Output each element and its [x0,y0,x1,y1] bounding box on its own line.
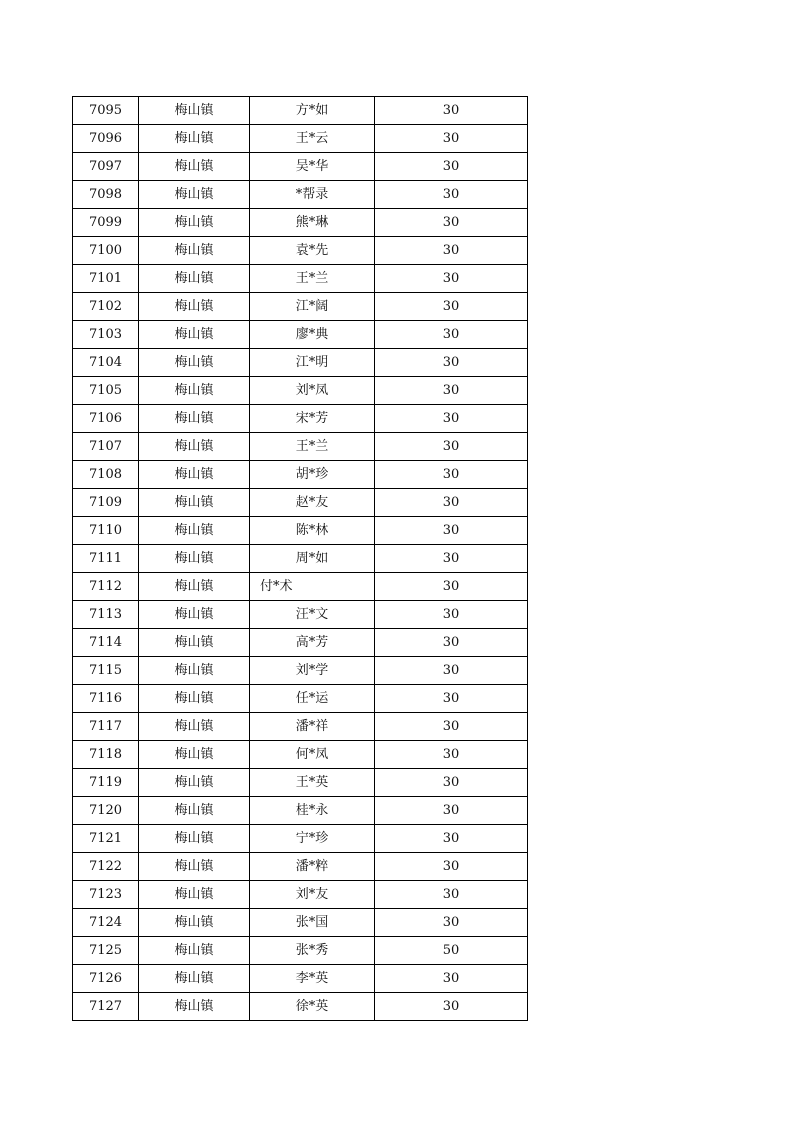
cell-town: 梅山镇 [139,209,250,237]
table-row [73,405,528,433]
cell-amount: 30 [375,657,528,685]
cell-town: 梅山镇 [139,685,250,713]
table-row [73,265,528,293]
table-row [73,573,528,601]
cell-name: 胡*珍 [250,461,375,489]
cell-amount: 30 [375,685,528,713]
cell-name: 刘*凤 [250,377,375,405]
cell-id: 7123 [73,881,139,909]
cell-town: 梅山镇 [139,377,250,405]
table-row [73,601,528,629]
cell-name: 江*明 [250,349,375,377]
table-row [73,629,528,657]
table-row [73,853,528,881]
cell-town: 梅山镇 [139,937,250,965]
cell-id: 7120 [73,797,139,825]
table-row [73,489,528,517]
cell-town: 梅山镇 [139,125,250,153]
cell-town: 梅山镇 [139,489,250,517]
cell-id: 7112 [73,573,139,601]
cell-town: 梅山镇 [139,237,250,265]
cell-town: 梅山镇 [139,629,250,657]
cell-id: 7116 [73,685,139,713]
cell-name: 王*英 [250,769,375,797]
cell-amount: 30 [375,853,528,881]
cell-name: 周*如 [250,545,375,573]
cell-town: 梅山镇 [139,461,250,489]
cell-id: 7117 [73,713,139,741]
cell-town: 梅山镇 [139,825,250,853]
table-row [73,545,528,573]
cell-amount: 30 [375,629,528,657]
table-row [73,657,528,685]
cell-amount: 30 [375,377,528,405]
cell-amount: 30 [375,713,528,741]
cell-name: 廖*典 [250,321,375,349]
cell-amount: 30 [375,545,528,573]
cell-id: 7107 [73,433,139,461]
table-row [73,797,528,825]
cell-id: 7109 [73,489,139,517]
cell-id: 7106 [73,405,139,433]
cell-id: 7100 [73,237,139,265]
cell-name: 王*兰 [250,433,375,461]
cell-id: 7127 [73,993,139,1021]
table-row [73,97,528,125]
cell-town: 梅山镇 [139,965,250,993]
cell-name: *帮录 [250,181,375,209]
cell-name: 方*如 [250,97,375,125]
table-row [73,993,528,1021]
cell-town: 梅山镇 [139,545,250,573]
table-row [73,685,528,713]
table-row [73,433,528,461]
cell-id: 7111 [73,545,139,573]
cell-amount: 30 [375,321,528,349]
table-row [73,125,528,153]
table-row [73,349,528,377]
cell-amount: 30 [375,825,528,853]
cell-town: 梅山镇 [139,657,250,685]
table-row [73,461,528,489]
cell-town: 梅山镇 [139,573,250,601]
cell-amount: 30 [375,965,528,993]
cell-amount: 30 [375,993,528,1021]
cell-name: 汪*文 [250,601,375,629]
cell-amount: 30 [375,293,528,321]
cell-name: 江*阔 [250,293,375,321]
cell-town: 梅山镇 [139,321,250,349]
table-row [73,713,528,741]
cell-amount: 30 [375,125,528,153]
cell-id: 7126 [73,965,139,993]
cell-amount: 30 [375,181,528,209]
cell-id: 7105 [73,377,139,405]
cell-id: 7097 [73,153,139,181]
table-row [73,965,528,993]
table-row [73,741,528,769]
cell-amount: 30 [375,769,528,797]
cell-id: 7113 [73,601,139,629]
cell-amount: 30 [375,881,528,909]
cell-name: 潘*粹 [250,853,375,881]
cell-amount: 50 [375,937,528,965]
table-row [73,881,528,909]
table-row [73,377,528,405]
cell-name: 陈*林 [250,517,375,545]
cell-amount: 30 [375,349,528,377]
cell-id: 7101 [73,265,139,293]
cell-id: 7099 [73,209,139,237]
table-row [73,321,528,349]
cell-town: 梅山镇 [139,741,250,769]
cell-name: 宁*珍 [250,825,375,853]
cell-name: 刘*友 [250,881,375,909]
cell-town: 梅山镇 [139,517,250,545]
cell-town: 梅山镇 [139,181,250,209]
cell-amount: 30 [375,797,528,825]
cell-amount: 30 [375,209,528,237]
cell-id: 7098 [73,181,139,209]
cell-name: 熊*琳 [250,209,375,237]
cell-amount: 30 [375,601,528,629]
table-row [73,769,528,797]
cell-name: 袁*先 [250,237,375,265]
cell-id: 7124 [73,909,139,937]
cell-amount: 30 [375,153,528,181]
table-row [73,209,528,237]
cell-amount: 30 [375,433,528,461]
cell-name: 王*云 [250,125,375,153]
cell-id: 7115 [73,657,139,685]
cell-town: 梅山镇 [139,909,250,937]
cell-name: 李*英 [250,965,375,993]
table-row [73,825,528,853]
cell-amount: 30 [375,741,528,769]
cell-name: 吴*华 [250,153,375,181]
table-row [73,937,528,965]
cell-amount: 30 [375,517,528,545]
cell-id: 7119 [73,769,139,797]
cell-name: 徐*英 [250,993,375,1021]
cell-name: 付*术 [250,573,375,601]
cell-town: 梅山镇 [139,853,250,881]
cell-town: 梅山镇 [139,713,250,741]
cell-town: 梅山镇 [139,769,250,797]
cell-id: 7108 [73,461,139,489]
cell-name: 张*国 [250,909,375,937]
cell-id: 7096 [73,125,139,153]
cell-town: 梅山镇 [139,97,250,125]
cell-id: 7118 [73,741,139,769]
cell-id: 7103 [73,321,139,349]
cell-town: 梅山镇 [139,993,250,1021]
cell-id: 7104 [73,349,139,377]
cell-name: 潘*祥 [250,713,375,741]
records-table [72,96,528,1021]
table-row [73,237,528,265]
cell-town: 梅山镇 [139,797,250,825]
cell-amount: 30 [375,237,528,265]
cell-amount: 30 [375,97,528,125]
cell-name: 赵*友 [250,489,375,517]
cell-name: 张*秀 [250,937,375,965]
table-row [73,293,528,321]
cell-town: 梅山镇 [139,349,250,377]
cell-name: 刘*学 [250,657,375,685]
table-row [73,517,528,545]
cell-town: 梅山镇 [139,433,250,461]
cell-name: 桂*永 [250,797,375,825]
cell-name: 高*芳 [250,629,375,657]
table-row [73,153,528,181]
cell-id: 7095 [73,97,139,125]
cell-town: 梅山镇 [139,405,250,433]
cell-amount: 30 [375,405,528,433]
cell-name: 王*兰 [250,265,375,293]
cell-town: 梅山镇 [139,293,250,321]
cell-town: 梅山镇 [139,265,250,293]
cell-name: 何*凤 [250,741,375,769]
cell-town: 梅山镇 [139,601,250,629]
cell-id: 7102 [73,293,139,321]
table-row [73,181,528,209]
cell-name: 任*运 [250,685,375,713]
cell-name: 宋*芳 [250,405,375,433]
cell-town: 梅山镇 [139,153,250,181]
cell-amount: 30 [375,265,528,293]
cell-town: 梅山镇 [139,881,250,909]
cell-id: 7110 [73,517,139,545]
cell-id: 7114 [73,629,139,657]
table-row [73,909,528,937]
cell-amount: 30 [375,461,528,489]
cell-amount: 30 [375,909,528,937]
cell-amount: 30 [375,489,528,517]
cell-id: 7121 [73,825,139,853]
records-table-body [73,97,528,1021]
cell-id: 7122 [73,853,139,881]
cell-amount: 30 [375,573,528,601]
cell-id: 7125 [73,937,139,965]
